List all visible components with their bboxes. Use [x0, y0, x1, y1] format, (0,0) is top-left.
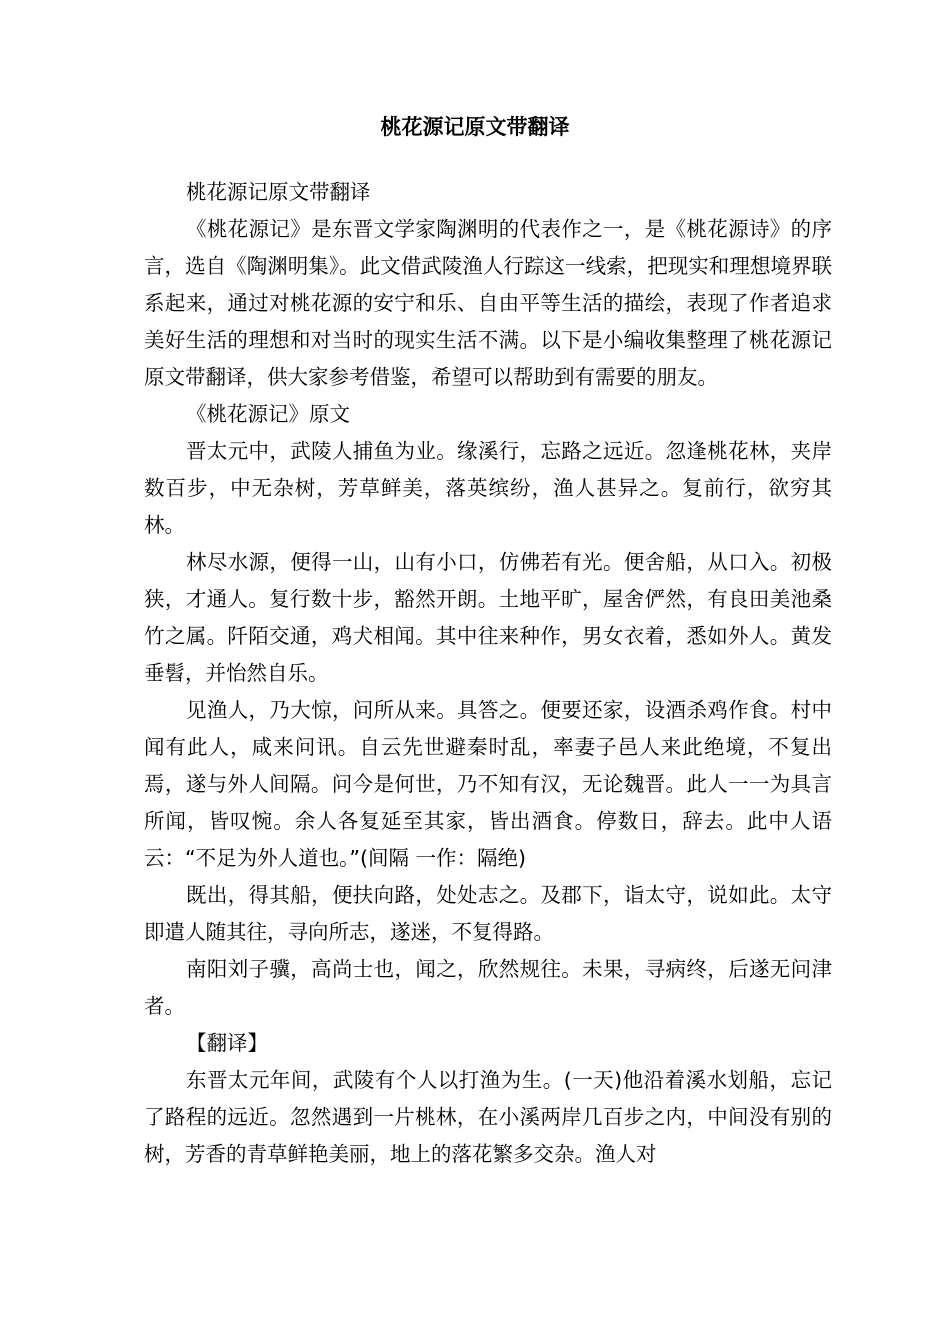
document-body [144, 174, 832, 1173]
paragraph-original-4: 既出，得其船，便扶向路，处处志之。及郡下，诣太守，说如此。太守即遣人随其往，寻向所志，遂迷，不复得路。 [144, 883, 832, 944]
paragraph-original-5: 南阳刘子骥，高尚士也，闻之，欣然规往。未果，寻病终，后遂无问津者。 [144, 957, 832, 1018]
paragraph-translation-heading: 【翻译】 [186, 1031, 268, 1055]
paragraph-original-heading: 《桃花源记》原文 [186, 402, 350, 426]
paragraph-introduction: 《桃花源记》是东晋文学家陶渊明的代表作之一，是《桃花源诗》的序言，选自《陶渊明集》。此文借武陵渔人行踪这一线索，把现实和理想境界联系起来，通过对桃花源的安宁和乐、自由平等生活的描绘，表现了作者追求美好生活的理想和对当时的现实生活不满。以下是小编收集整理了桃花源记原文带翻译，供大家参考借鉴，希望可以帮助到有需要的朋友。 [144, 217, 832, 389]
paragraph-original-2: 林尽水源，便得一山，山有小口，仿佛若有光。便舍船，从口入。初极狭，才通人。复行数十步，豁然开朗。土地平旷，屋舍俨然，有良田美池桑竹之属。阡陌交通，鸡犬相闻。其中往来种作，男女衣着，悉如外人。黄发垂髫，并怡然自乐。 [144, 550, 832, 685]
document-title: 桃花源记原文带翻译 [380, 115, 570, 139]
paragraph-subtitle: 桃花源记原文带翻译 [186, 180, 371, 204]
paragraph-original-3: 见渔人，乃大惊，问所从来。具答之。便要还家，设酒杀鸡作食。村中闻有此人，咸来问讯。自云先世避秦时乱，率妻子邑人来此绝境，不复出焉，遂与外人间隔。问今是何世，乃不知有汉，无论魏晋。此人一一为具言所闻，皆叹惋。余人各复延至其家，皆出酒食。停数日，辞去。此中人语云：“不足为外人道也。”(间隔 一作：隔绝) [144, 698, 832, 870]
paragraph-translation-1: 东晋太元年间，武陵有个人以打渔为生。(一天)他沿着溪水划船，忘记了路程的远近。忽然遇到一片桃林，在小溪两岸几百步之内，中间没有别的树，芳香的青草鲜艳美丽，地上的落花繁多交杂。渔人对 [144, 1068, 832, 1166]
paragraph-original-1: 晋太元中，武陵人捕鱼为业。缘溪行，忘路之远近。忽逢桃花林，夹岸数百步，中无杂树，芳草鲜美，落英缤纷，渔人甚异之。复前行，欲穷其林。 [144, 439, 832, 537]
